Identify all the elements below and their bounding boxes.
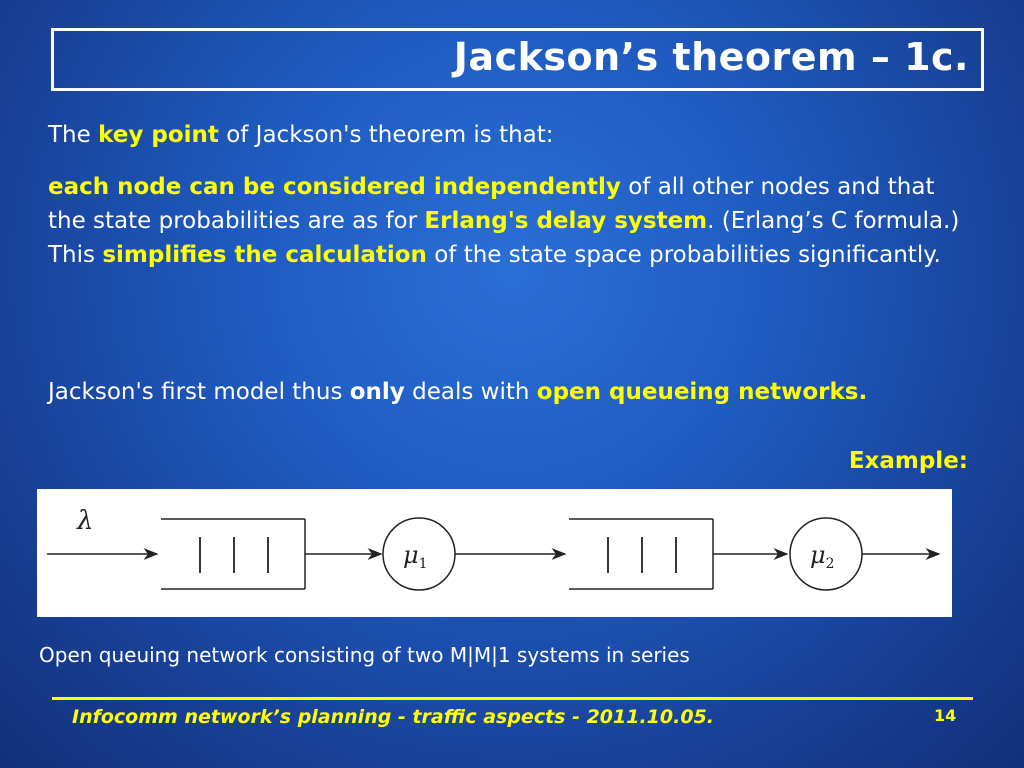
statement-paragraph <box>48 170 978 272</box>
intro-suffix: of Jackson's theorem is that: <box>218 122 554 148</box>
server-2 <box>790 518 862 590</box>
diagram-caption: Open queuing network consisting of two M|M|1 systems in series <box>39 643 690 667</box>
model-middle: deals with <box>404 379 537 405</box>
model-paragraph <box>48 375 978 409</box>
statement-highlight-simplifies: simplifies the calculation <box>102 242 427 268</box>
statement-text-1: of all other nodes and that the state probabilities are as for <box>48 174 935 234</box>
intro-highlight: key point <box>98 122 219 148</box>
statement-highlight-independent: each node can be considered independently <box>48 174 621 200</box>
server-1 <box>383 518 455 590</box>
diagram-svg <box>37 489 952 617</box>
arrival-rate-label: λ <box>77 506 94 536</box>
server-1-label: $\mu_1$ <box>403 541 428 572</box>
server-2-label: $\mu_2$ <box>810 541 835 572</box>
queue-network-diagram <box>37 489 952 617</box>
example-label: Example: <box>848 448 968 474</box>
statement-text-3: of the state space probabilities significantly. <box>426 242 941 268</box>
model-only: only <box>349 379 405 405</box>
slide-title: Jackson’s theorem – 1c. <box>453 35 969 79</box>
page-number: 14 <box>934 706 957 725</box>
footer-text: Infocomm network’s planning - traffic aspects - 2011.10.05. <box>72 706 715 728</box>
statement-highlight-erlang: Erlang's delay system <box>424 208 708 234</box>
model-highlight: open queueing networks. <box>536 379 868 405</box>
queue-2 <box>569 519 713 589</box>
title-box <box>51 28 984 91</box>
intro-paragraph <box>48 118 978 152</box>
intro-prefix: The <box>48 122 99 148</box>
queue-1 <box>161 519 305 589</box>
statement-text-2: . (Erlang’s C formula.) This <box>48 208 960 268</box>
model-prefix: Jackson's first model thus <box>48 379 350 405</box>
footer-divider <box>52 697 973 700</box>
